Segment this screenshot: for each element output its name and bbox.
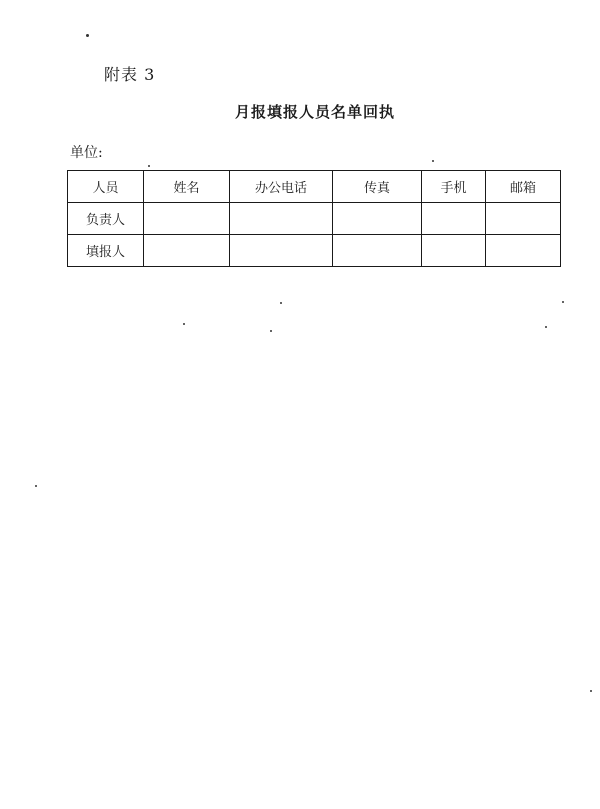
column-header-mobile: 手机 (422, 171, 486, 203)
scan-speck (432, 160, 434, 162)
roster-table (67, 170, 561, 267)
email-cell[interactable] (486, 235, 561, 267)
name-cell[interactable] (144, 235, 230, 267)
column-header-fax: 传真 (333, 171, 422, 203)
fax-cell[interactable] (333, 235, 422, 267)
column-header-email: 邮箱 (486, 171, 561, 203)
column-header-role: 人员 (68, 171, 144, 203)
office-phone-cell[interactable] (230, 235, 333, 267)
mobile-cell[interactable] (422, 203, 486, 235)
email-cell[interactable] (486, 203, 561, 235)
fax-cell[interactable] (333, 203, 422, 235)
scan-speck (35, 485, 37, 487)
mobile-cell[interactable] (422, 235, 486, 267)
scan-speck (86, 34, 89, 37)
scan-speck (562, 301, 564, 303)
column-header-office-phone: 办公电话 (230, 171, 333, 203)
scan-speck (270, 330, 272, 332)
document-title: 月报填报人员名单回执 (234, 103, 395, 121)
row-role-cell: 填报人 (68, 235, 144, 267)
table-header-row (68, 171, 561, 203)
table-row (68, 203, 561, 235)
row-role-cell: 负责人 (68, 203, 144, 235)
office-phone-cell[interactable] (230, 203, 333, 235)
scan-speck (148, 165, 150, 167)
unit-label: 单位: (70, 145, 103, 161)
scan-speck (183, 323, 185, 325)
table-row (68, 235, 561, 267)
scan-speck (545, 326, 547, 328)
name-cell[interactable] (144, 203, 230, 235)
column-header-name: 姓名 (144, 171, 230, 203)
scan-speck (280, 302, 282, 304)
scan-speck (590, 690, 592, 692)
attachment-label: 附表 3 (104, 65, 156, 84)
